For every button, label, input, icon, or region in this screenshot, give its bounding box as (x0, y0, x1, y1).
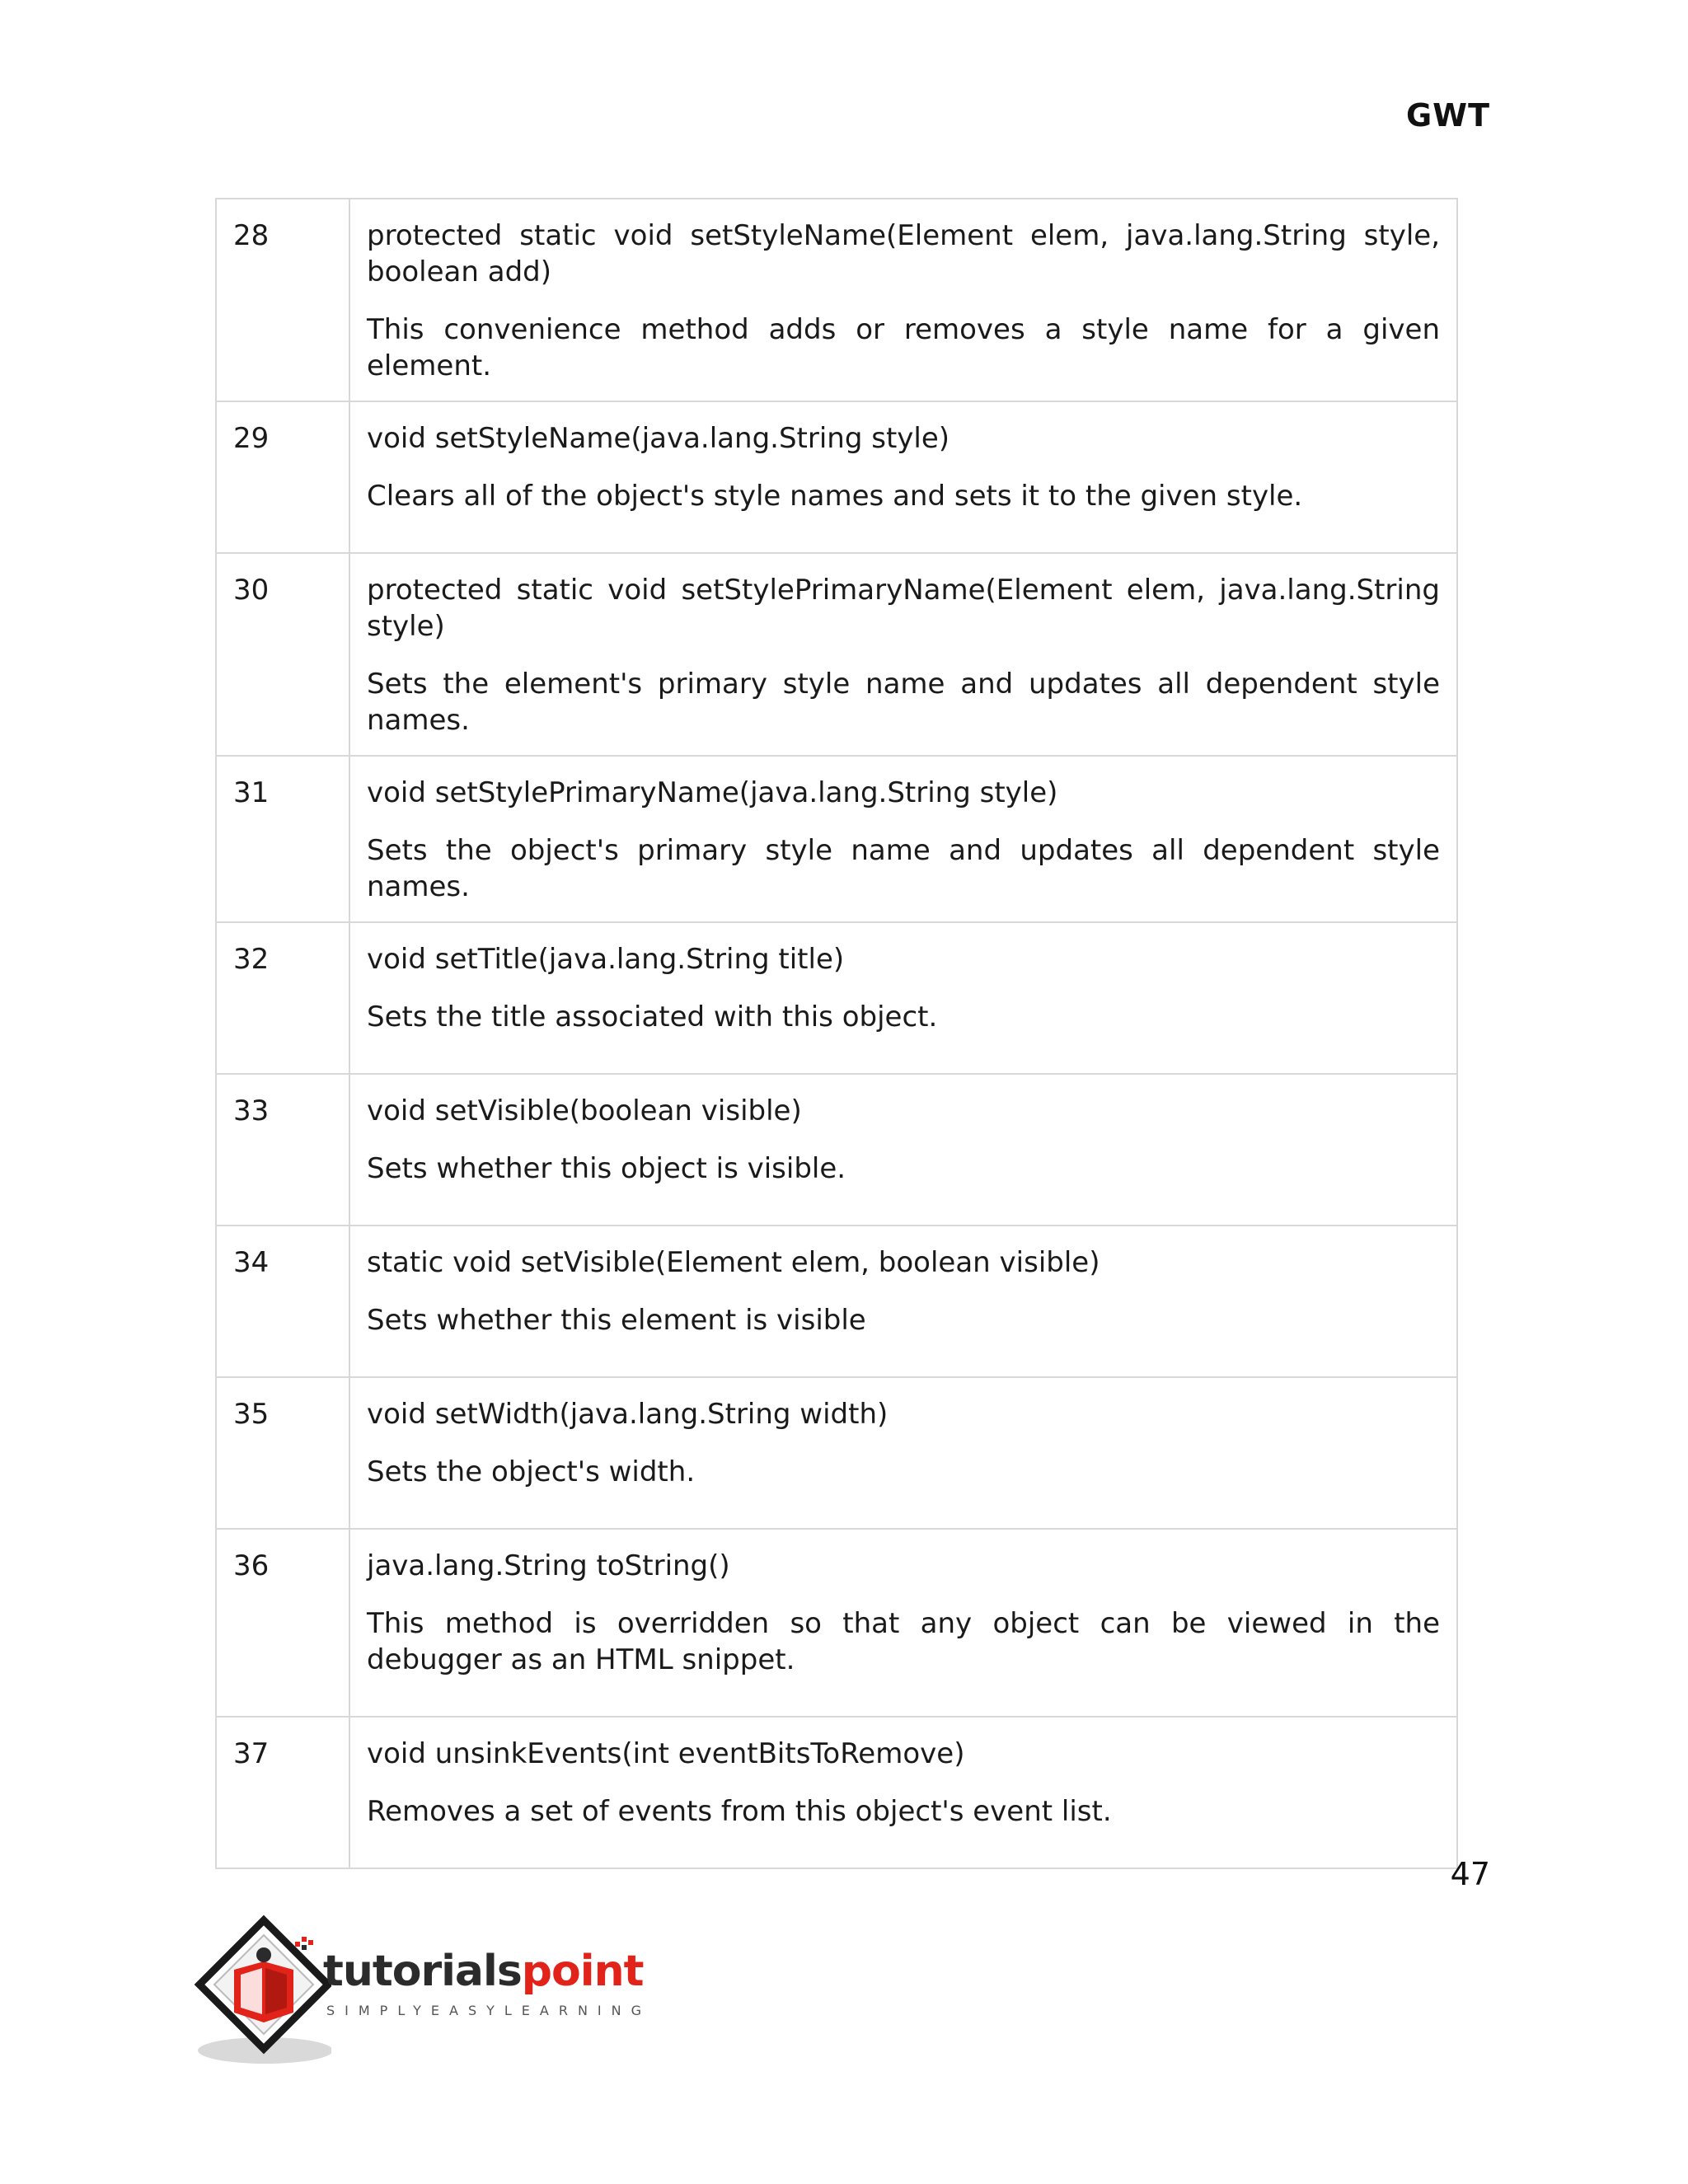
method-description: Sets the object's width. (367, 1455, 696, 1488)
row-number: 33 (216, 1074, 349, 1226)
methods-table (215, 198, 1458, 1869)
row-content (349, 401, 1457, 553)
table-row (216, 1717, 1457, 1868)
table-row (216, 756, 1457, 922)
method-description: Removes a set of events from this object's event list. (367, 1795, 1112, 1828)
row-number: 31 (216, 756, 349, 922)
row-number: 32 (216, 922, 349, 1074)
method-signature: void setStylePrimaryName(java.lang.String style) (367, 776, 1058, 809)
table-row (216, 1377, 1457, 1529)
table-row (216, 1226, 1457, 1377)
tutorialspoint-logo-mark-icon (191, 1912, 331, 2069)
row-content (349, 756, 1457, 922)
row-number: 35 (216, 1377, 349, 1529)
method-description: Sets the element's primary style name and updates all dependent style names. (367, 668, 1440, 737)
method-description: Sets whether this element is visible (367, 1304, 866, 1337)
page-header-title: GWT (1405, 97, 1490, 134)
row-content (349, 1529, 1457, 1717)
row-content (349, 922, 1457, 1074)
method-signature: void setStyleName(java.lang.String style) (367, 422, 950, 455)
row-content (349, 1226, 1457, 1377)
method-signature: void setVisible(boolean visible) (367, 1094, 802, 1127)
row-content (349, 1074, 1457, 1226)
method-signature: protected static void setStyleName(Element elem, java.lang.String style, boolean add) (367, 219, 1440, 288)
method-description: Sets the object's primary style name and updates all dependent style names. (367, 834, 1440, 903)
table-row (216, 401, 1457, 553)
row-number: 37 (216, 1717, 349, 1868)
tutorialspoint-logo (191, 1912, 653, 2069)
row-number: 28 (216, 199, 349, 401)
method-signature: void unsinkEvents(int eventBitsToRemove) (367, 1737, 965, 1770)
method-description: This method is overridden so that any object can be viewed in the debugger as an HTML snippet. (367, 1607, 1440, 1676)
row-number: 34 (216, 1226, 349, 1377)
method-signature: java.lang.String toString() (367, 1549, 730, 1582)
logo-word-point: point (521, 1947, 644, 1996)
method-description: Sets whether this object is visible. (367, 1152, 846, 1185)
method-signature: protected static void setStylePrimaryName(Element elem, java.lang.String style) (367, 574, 1440, 643)
row-content (349, 553, 1457, 756)
row-number: 29 (216, 401, 349, 553)
logo-tagline: SIMPLYEASYLEARNING (326, 2003, 652, 2018)
table-row (216, 1074, 1457, 1226)
row-content (349, 199, 1457, 401)
method-description: Clears all of the object's style names and sets it to the given style. (367, 480, 1303, 513)
row-content (349, 1377, 1457, 1529)
method-description: Sets the title associated with this object. (367, 1001, 938, 1033)
table-row (216, 922, 1457, 1074)
page-number: 47 (1450, 1856, 1490, 1892)
method-signature: void setTitle(java.lang.String title) (367, 943, 845, 976)
row-content (349, 1717, 1457, 1868)
logo-word-tutorials: tutorials (323, 1947, 522, 1996)
table-row (216, 553, 1457, 756)
table-row (216, 1529, 1457, 1717)
method-signature: void setWidth(java.lang.String width) (367, 1398, 889, 1431)
logo-wordmark (323, 1947, 643, 1996)
method-signature: static void setVisible(Element elem, boolean visible) (367, 1246, 1100, 1279)
table-row (216, 199, 1457, 401)
method-description: This convenience method adds or removes a style name for a given element. (367, 313, 1440, 382)
row-number: 36 (216, 1529, 349, 1717)
row-number: 30 (216, 553, 349, 756)
